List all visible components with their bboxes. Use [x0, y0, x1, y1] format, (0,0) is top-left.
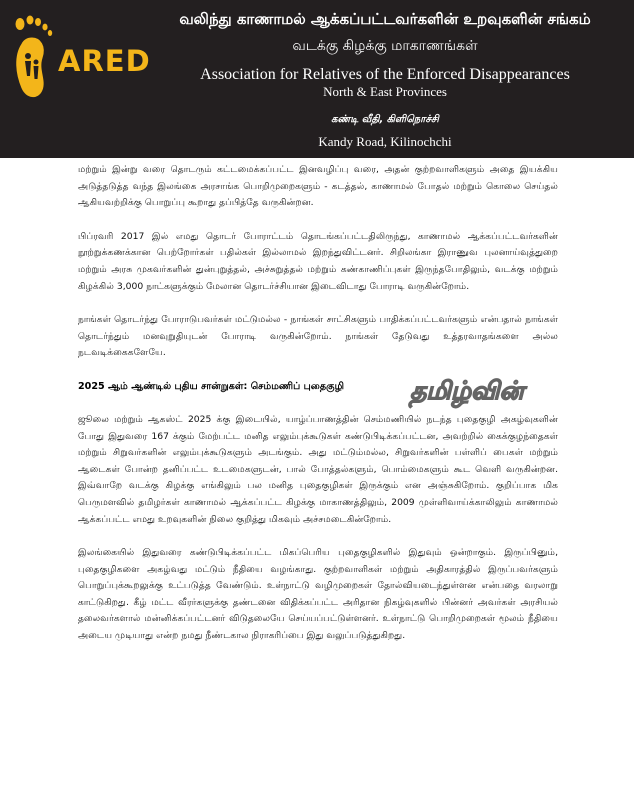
org-subtitle-tamil: வடக்கு கிழக்கு மாகாணங்கள்: [292, 38, 478, 54]
document-body: [78, 162, 558, 662]
org-subtitle-english: North & East Provinces: [323, 84, 447, 99]
paragraph-1: மற்றும் இன்று வரை தொடரும் கட்டமைக்கப்பட்ட இனவழிப்பு வரை, அதன் குற்றவாளிகளும் அதை இயக்கிய அடுத்தடுத்த வந்த இலங்கை அரசாங்க பொறிமுறைகளும் - கடத்தல், காணாமல் போதல் மற்றும் கொலை செய்தல் ஆகியவற்றிக்கு பொறுப்பு கூறாது தப்பித்தே வருகின்றன.: [78, 164, 558, 209]
logo-text: ARED: [58, 44, 151, 78]
paragraph-5: இலங்கையில் இதுவரை கண்டுபிடிக்கப்பட்ட மிகப்பெரிய புதைகுழிகளில் இதுவும் ஒன்றாகும். இருப்பினும், புதைகுழிகளை அகழ்வது மட்டும் நீதியை வழங்காது. குற்றவாளிகள் மற்றும் அதிகாரத்தில் இருப்பவர்களும் பொறுப்புக்கூறலுக்கு உட்படுத்த வேண்டும். உள்நாட்டு வழிமுறைகள் தோல்வியடைந்துள்ளன என்பதை வரலாறு காட்டுகிறது. கீழ் மட்ட வீரர்களுக்கு தண்டனை விதிக்கப்பட்ட அரிதான நிகழ்வுகளில் பின்னர் அவர்கள் அரசியல் தலைவர்களால் மன்னிக்கப்பட்டனர் விடுதலையே செய்யப்பட்டுள்ளனர். உள்நாட்டு பொறிமுறைகள் மூலம் நீதியை அடைய முடியாது என்ற நமது நீண்டகால நிராகரிப்பை இது வலுப்படுத்துகிறது.: [78, 547, 558, 642]
paragraph-4: ஜூலை மற்றும் ஆகஸ்ட் 2025 க்கு இடையில், யாழ்ப்பாணத்தின் செம்மணியில் நடந்த புதைகுழி அகழ்வுகளின் போது இதுவரை 167 க்கும் மேற்பட்ட மனித எலும்புக்கூடுகள் கண்டுபிடிக்கப்பட்டன, அவற்றில் கைக்குழந்தைகள் மற்றும் சிறுவர்களின் எலும்புக்கூடுகளும் அடங்கும். அது மட்டும்மல்ல, சிறுவர்களின் பள்ளிப் பைகள் மற்றும் ஆடைகள் போன்ற தனிப்பட்ட உடமைகளுடன், பால் போத்தல்களும், பொம்மைகளும் கூட வெளி வருகின்றன. இவ்வாறே வடக்கு கிழக்கு எங்கிலும் பல மனித புதைகுழிகள் இருக்கும் என அஞ்சுகிறோம். குறிப்பாக மிக பெருமளவில் தமிழர்கள் காணாமல் ஆக்கப்பட்ட கிழக்கு மாகாணத்திலும், 2009 முள்ளிவாய்க்காலிலும் காணாமல் ஆக்கப்பட்ட எமது உறவுகளின் நிலை குறித்து மிகவும் அச்சமடைகின்றோம்.: [78, 413, 558, 525]
org-title-tamil: வலிந்து காணாமல் ஆக்கப்பட்டவர்களின் உறவுகளின் சங்கம்: [179, 10, 591, 28]
letterhead: [0, 0, 634, 158]
address-english: Kandy Road, Kilinochchi: [318, 134, 452, 149]
org-title-english: Association for Relatives of the Enforced Disappearances: [200, 66, 570, 83]
address-tamil: கண்டி வீதி, கிளிநொச்சி: [331, 114, 439, 125]
paragraph-2: பிப்ரவரி 2017 இல் எமது தொடர் போராட்டம் தொடங்கப்பட்டதிலிருந்து, காணாமல் ஆக்கப்பட்டவர்களின் நூற்றுக்கணக்கான பெற்றோர்கள் பதில்கள் இல்லாமல் இறந்துவிட்டனர். சிறிலங்கா இராணுவ புலனாய்வுத்துறை மற்றும் அரசு முகவர்களின் துன்புறுத்தல், அச்சுறுத்தல் மற்றும் கண்காணிப்புகள் இருந்தபோதிலும், வடக்கு மற்றும் கிழக்கில் 3,000 நாட்களுக்கும் மேலான தொடர்ச்சியான இடைவிடாது போராடி வருகின்றோம்.: [78, 230, 558, 292]
paragraph-3: நாங்கள் தொடர்ந்து போராடுபவர்கள் மட்டுமல்ல - நாங்கள் சாட்சிகளும் பாதிக்கப்பட்டவர்களும் என்பதால் நாங்கள் தொடர்ந்தும் மனவுறுதியுடன் போராடி வருகின்றோம். நாங்கள் தேடுவது உத்தரவாதங்களை அல்ல நடவடிக்கைகளேயே.: [78, 314, 558, 359]
section-heading: 2025 ஆம் ஆண்டில் புதிய சான்றுகள்: செம்மணிப் புதைகுழி: [78, 380, 345, 392]
watermark-text: தமிழ்வின்: [410, 376, 524, 405]
